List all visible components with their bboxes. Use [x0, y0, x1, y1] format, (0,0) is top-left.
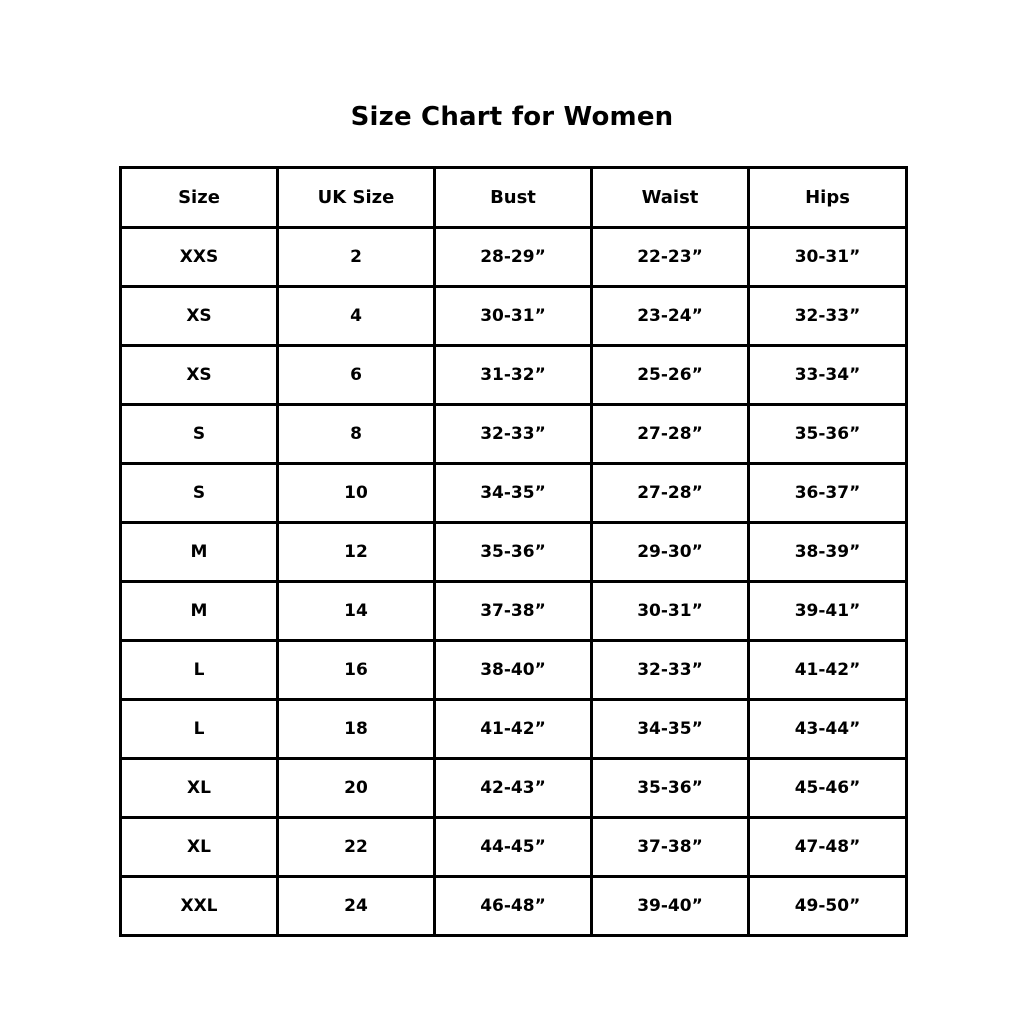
cell-waist: 32-33” — [592, 641, 749, 700]
cell-uk-size: 8 — [278, 405, 435, 464]
cell-hips: 30-31” — [749, 228, 907, 287]
cell-bust: 44-45” — [435, 818, 592, 877]
cell-size: XL — [121, 759, 278, 818]
cell-size: XS — [121, 346, 278, 405]
column-header-uk-size: UK Size — [278, 168, 435, 228]
column-header-waist: Waist — [592, 168, 749, 228]
cell-uk-size: 12 — [278, 523, 435, 582]
cell-waist: 34-35” — [592, 700, 749, 759]
table-row — [121, 759, 907, 818]
cell-hips: 38-39” — [749, 523, 907, 582]
cell-waist: 22-23” — [592, 228, 749, 287]
cell-bust: 32-33” — [435, 405, 592, 464]
cell-hips: 49-50” — [749, 877, 907, 936]
cell-waist: 29-30” — [592, 523, 749, 582]
cell-waist: 27-28” — [592, 464, 749, 523]
cell-hips: 47-48” — [749, 818, 907, 877]
cell-hips: 41-42” — [749, 641, 907, 700]
cell-hips: 43-44” — [749, 700, 907, 759]
table-row — [121, 582, 907, 641]
table-header-row — [121, 168, 907, 228]
table-row — [121, 523, 907, 582]
cell-bust: 30-31” — [435, 287, 592, 346]
cell-size: L — [121, 700, 278, 759]
cell-size: XS — [121, 287, 278, 346]
cell-size: XL — [121, 818, 278, 877]
cell-size: M — [121, 523, 278, 582]
cell-waist: 39-40” — [592, 877, 749, 936]
cell-waist: 27-28” — [592, 405, 749, 464]
cell-bust: 31-32” — [435, 346, 592, 405]
column-header-size: Size — [121, 168, 278, 228]
cell-waist: 30-31” — [592, 582, 749, 641]
cell-size: XXL — [121, 877, 278, 936]
cell-uk-size: 22 — [278, 818, 435, 877]
cell-uk-size: 4 — [278, 287, 435, 346]
page-title: Size Chart for Women — [350, 102, 674, 132]
table-row — [121, 464, 907, 523]
cell-waist: 25-26” — [592, 346, 749, 405]
table-row — [121, 641, 907, 700]
table-row — [121, 346, 907, 405]
size-chart-table — [119, 166, 908, 937]
table-row — [121, 700, 907, 759]
cell-waist: 37-38” — [592, 818, 749, 877]
cell-waist: 35-36” — [592, 759, 749, 818]
cell-size: XXS — [121, 228, 278, 287]
cell-size: L — [121, 641, 278, 700]
table-row — [121, 877, 907, 936]
cell-hips: 39-41” — [749, 582, 907, 641]
cell-hips: 35-36” — [749, 405, 907, 464]
cell-hips: 32-33” — [749, 287, 907, 346]
cell-uk-size: 24 — [278, 877, 435, 936]
cell-uk-size: 18 — [278, 700, 435, 759]
cell-uk-size: 20 — [278, 759, 435, 818]
cell-bust: 46-48” — [435, 877, 592, 936]
cell-bust: 28-29” — [435, 228, 592, 287]
cell-size: S — [121, 405, 278, 464]
cell-waist: 23-24” — [592, 287, 749, 346]
cell-uk-size: 10 — [278, 464, 435, 523]
table-body — [121, 228, 907, 936]
cell-bust: 42-43” — [435, 759, 592, 818]
cell-uk-size: 14 — [278, 582, 435, 641]
cell-size: M — [121, 582, 278, 641]
cell-size: S — [121, 464, 278, 523]
cell-uk-size: 2 — [278, 228, 435, 287]
cell-bust: 34-35” — [435, 464, 592, 523]
table-row — [121, 287, 907, 346]
table-row — [121, 228, 907, 287]
cell-hips: 45-46” — [749, 759, 907, 818]
cell-uk-size: 16 — [278, 641, 435, 700]
cell-bust: 38-40” — [435, 641, 592, 700]
cell-bust: 35-36” — [435, 523, 592, 582]
table-row — [121, 405, 907, 464]
table-row — [121, 818, 907, 877]
cell-hips: 33-34” — [749, 346, 907, 405]
size-chart-table-container — [119, 166, 905, 937]
cell-hips: 36-37” — [749, 464, 907, 523]
cell-bust: 37-38” — [435, 582, 592, 641]
column-header-bust: Bust — [435, 168, 592, 228]
cell-bust: 41-42” — [435, 700, 592, 759]
cell-uk-size: 6 — [278, 346, 435, 405]
table-header — [121, 168, 907, 228]
column-header-hips: Hips — [749, 168, 907, 228]
